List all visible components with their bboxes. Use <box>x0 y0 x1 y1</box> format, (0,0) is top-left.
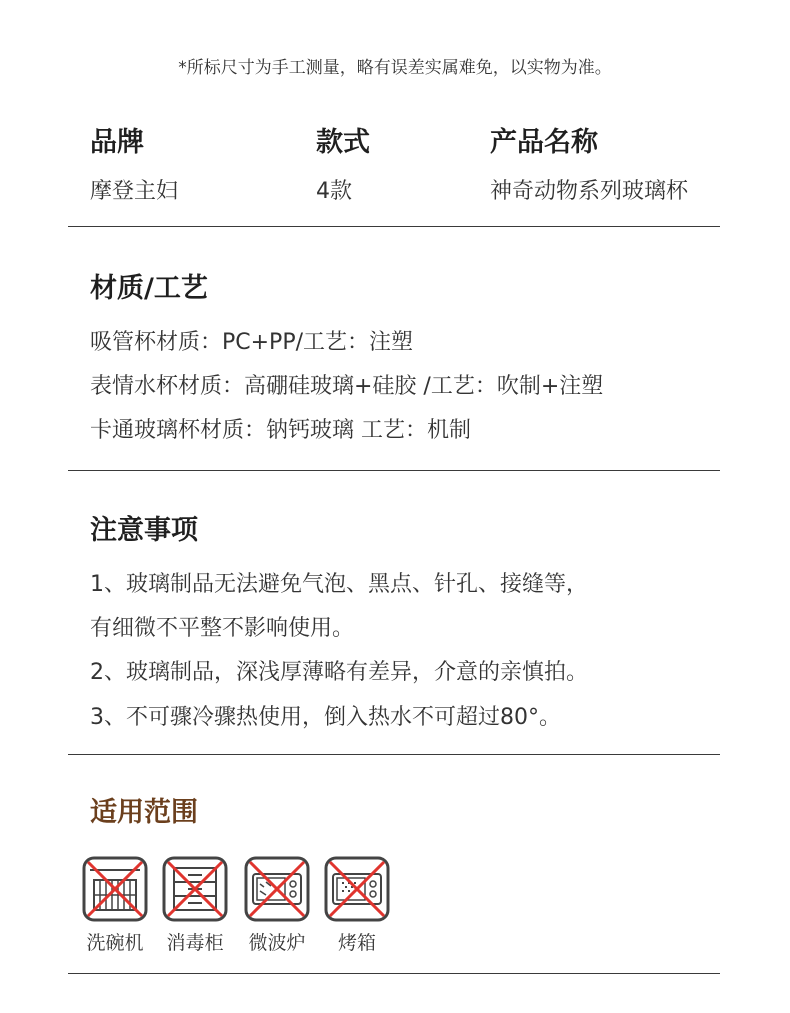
value-brand: 摩登主妇 <box>90 179 179 204</box>
dishwasher-icon <box>82 856 148 922</box>
divider <box>68 754 720 755</box>
divider <box>68 973 720 974</box>
usage-title: 适用范围 <box>90 797 198 828</box>
material-line: 卡通玻璃杯材质：钠钙玻璃 工艺：机制 <box>90 418 471 443</box>
notes-line: 3、不可骤冷骤热使用，倒入热水不可超过80°。 <box>90 705 561 730</box>
header-style: 款式 <box>316 127 370 158</box>
oven-icon <box>324 856 390 922</box>
usage-label: 烤箱 <box>337 932 376 954</box>
usage-item <box>82 856 150 955</box>
info-value-row <box>0 174 790 208</box>
usage-label: 微波炉 <box>248 932 306 954</box>
info-header-row <box>0 120 790 160</box>
usage-item <box>324 856 392 955</box>
notes-line: 1、玻璃制品无法避免气泡、黑点、针孔、接缝等， <box>90 572 588 597</box>
notes-line: 有细微不平整不影响使用。 <box>90 616 355 641</box>
material-title: 材质/工艺 <box>90 273 208 304</box>
material-line: 表情水杯材质：高硼硅玻璃+硅胶 /工艺：吹制+注塑 <box>90 374 604 399</box>
microwave-icon <box>244 856 310 922</box>
notes-line: 2、玻璃制品，深浅厚薄略有差异，介意的亲慎拍。 <box>90 660 588 685</box>
value-style: 4款 <box>316 179 352 204</box>
divider <box>68 470 720 471</box>
header-product-name: 产品名称 <box>490 127 598 158</box>
measurement-note: *所标尺寸为手工测量，略有误差实属难免，以实物为准。 <box>178 58 612 78</box>
header-brand: 品牌 <box>90 127 144 158</box>
divider <box>68 226 720 227</box>
notes-title: 注意事项 <box>90 515 198 546</box>
usage-item <box>162 856 230 955</box>
usage-icons <box>82 856 412 966</box>
usage-label: 消毒柜 <box>166 932 224 954</box>
usage-item <box>244 856 312 955</box>
usage-label: 洗碗机 <box>86 932 144 954</box>
value-product-name: 神奇动物系列玻璃杯 <box>490 179 689 204</box>
sterilizer-cabinet-icon <box>162 856 228 922</box>
material-line: 吸管杯材质：PC+PP/工艺：注塑 <box>90 330 414 355</box>
